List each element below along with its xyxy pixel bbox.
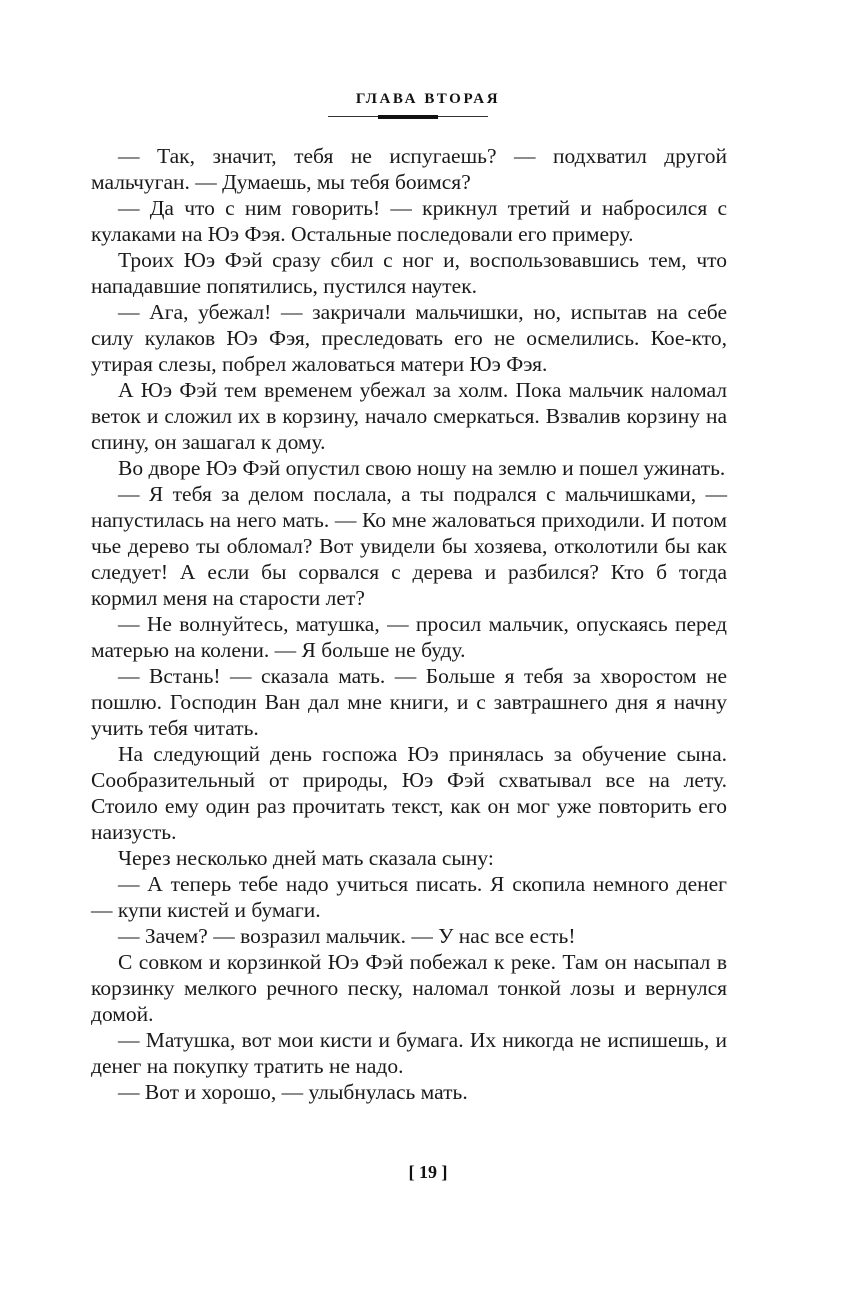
paragraph: — Зачем? — возразил мальчик. — У нас все есть! — [118, 924, 576, 948]
page-number: [ 19 ] — [408, 1162, 448, 1182]
paragraph: — Вот и хорошо, — улыбнулась мать. — [118, 1080, 468, 1104]
paragraph: — Так, значит, тебя не испугаешь? — подхватил другой мальчуган. — Думаешь, мы тебя боимся? — [91, 144, 727, 194]
paragraph: А Юэ Фэй тем временем убежал за холм. Пока мальчик наломал веток и сложил их в корзину, начало смеркаться. Взвалив корзину на спину, он зашагал к дому. — [91, 378, 727, 454]
running-head — [0, 90, 856, 108]
chapter-title: ГЛАВА ВТОРАЯ — [355, 91, 501, 107]
paragraph: — Матушка, вот мои кисти и бумага. Их никогда не испишешь, и денег на покупку тратить не надо. — [91, 1028, 727, 1078]
paragraph: Во дворе Юэ Фэй опустил свою ношу на землю и пошел ужинать. — [118, 456, 726, 480]
body-text — [91, 143, 727, 1105]
paragraph: Через несколько дней мать сказала сыну: — [118, 846, 494, 870]
paragraph: — Встань! — сказала мать. — Больше я тебя за хворостом не пошлю. Господин Ван дал мне книги, и с завтрашнего дня я начну учить тебя читать. — [91, 664, 727, 740]
paragraph: Троих Юэ Фэй сразу сбил с ног и, воспользовавшись тем, что нападавшие попятились, пустился наутек. — [91, 248, 727, 298]
paragraph: — Я тебя за делом послала, а ты подрался с мальчишками, — напустилась на него мать. — Ко мне жаловаться приходили. И потом чье дерево ты обломал? Вот увидели бы хозяева, отколотили бы как следует! А если бы сорвался с дерева и разбился? Кто б тогда кормил меня на старости лет? — [91, 482, 727, 610]
paragraph: С совком и корзинкой Юэ Фэй побежал к реке. Там он насыпал в корзинку мелкого речного песку, наломал тонкой лозы и вернулся домой. — [91, 950, 727, 1026]
paragraph: — Не волнуйтесь, матушка, — просил мальчик, опускаясь перед матерью на колени. — Я больше не буду. — [91, 612, 727, 662]
paragraph: На следующий день госпожа Юэ принялась за обучение сына. Сообразительный от природы, Юэ Фэй схватывал все на лету. Стоило ему один раз прочитать текст, как он мог уже повторить его наизусть. — [91, 742, 727, 844]
paragraph: — А теперь тебе надо учиться писать. Я скопила немного денег — купи кистей и бумаги. — [91, 872, 727, 922]
paragraph: — Ага, убежал! — закричали мальчишки, но, испытав на себе силу кулаков Юэ Фэя, преследовать его не осмелились. Кое-кто, утирая слезы, побрел жаловаться матери Юэ Фэя. — [91, 300, 727, 376]
header-rule-accent — [378, 115, 438, 119]
paragraph: — Да что с ним говорить! — крикнул третий и набросился с кулаками на Юэ Фэя. Остальные последовали его примеру. — [91, 196, 727, 246]
